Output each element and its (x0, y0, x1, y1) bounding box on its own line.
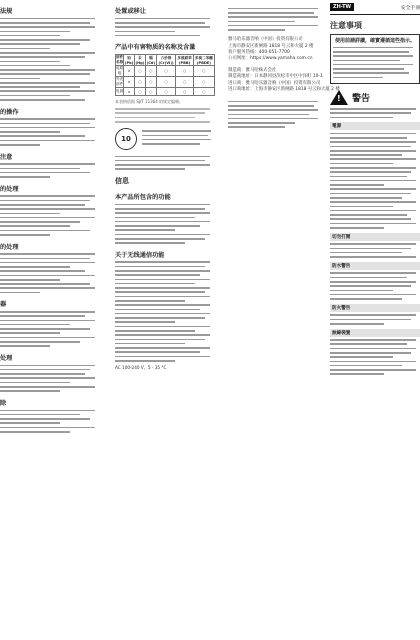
column-1 (0, 0, 100, 640)
section-bar: 防水警告 (330, 262, 420, 270)
warning-header (330, 90, 420, 105)
table-header: 铅(Pb) (124, 55, 134, 65)
env-period-logo: 10 (115, 128, 137, 150)
warning-label: 警告 (352, 93, 371, 104)
table-header: 镉(Cd) (146, 55, 156, 65)
section-heading: 本产品所包含的功能 (115, 193, 171, 201)
power-spec: AC 100-240 V，5 - 35 °C (115, 364, 167, 370)
maker-name: 制造商：雅马哈株式会社 (228, 68, 277, 74)
section-bar: 防火警告 (330, 304, 420, 312)
company-website: 公司网址：https://www.yamaha.com.cn (228, 55, 313, 61)
section-bar: 無線裝置 (330, 329, 420, 337)
language-badge: ZH-TW (330, 3, 354, 11)
company-name: 雅马哈乐器音响（中国）投资有限公司 (228, 37, 303, 43)
box-title: 使用前請詳讀，確實遵循這些指示。 (334, 38, 415, 44)
section-heading: 法规 (0, 8, 13, 15)
page-header (330, 3, 420, 11)
table-title: 产品中有害物质的名称及含量 (115, 44, 196, 52)
importer-address: 进口商地址：上海市静安区新闸路 1818 号云和大厦 2 楼 (228, 86, 340, 92)
table-row: 外壳部件 × ○ ○ ○ ○ ○ (116, 77, 215, 88)
service-hotline: 客户服务热线：400-051-7700 (228, 49, 290, 55)
warning-icon: ! (330, 90, 348, 105)
table-note: 本表格依据 SJ/T 11364 的规定编制。 (115, 99, 184, 105)
hazardous-substance-table (115, 54, 215, 96)
env-period-block (115, 128, 215, 150)
section-heading: 处置或移让 (115, 8, 146, 15)
section-heading: 信息 (115, 176, 129, 185)
read-first-box (330, 34, 420, 84)
section-heading: 关于无线通信功能 (115, 251, 165, 259)
section-heading: 的处理 (0, 243, 19, 251)
column-2 (115, 0, 215, 640)
table-row: 电源 × ○ ○ ○ ○ ○ (116, 88, 215, 96)
maker-address: 制造商地址：日本静冈县滨松市中区中泽町 10-1 (228, 74, 323, 80)
document-type: 安全手冊 (400, 5, 420, 11)
page-title: 注意事項 (330, 21, 362, 30)
section-heading: 处理 (0, 354, 13, 362)
table-header: 部件名称 (116, 55, 124, 65)
company-address: 上海市静安区新闸路 1818 号云和大厦 2 楼 (228, 43, 314, 49)
table-header: 汞(Hg) (135, 55, 145, 65)
column-4 (330, 0, 420, 640)
section-heading: 的操作 (0, 108, 19, 116)
table-row: 电路板 × ○ ○ ○ ○ ○ (116, 66, 215, 77)
table-header: 多溴二苯醚(PBDE) (194, 55, 213, 65)
importer-name: 进口商：雅马哈乐器音响（中国）投资有限公司 (228, 80, 321, 86)
section-heading: 器 (0, 301, 7, 309)
table-header: 多溴联苯(PBB) (177, 55, 192, 65)
table-header: 六价铬(Cr(VI)) (156, 55, 176, 66)
section-heading: 注意 (0, 153, 13, 161)
section-bar: 切勿打開 (330, 233, 420, 241)
section-bar: 電源 (330, 122, 420, 130)
section-heading: 除 (0, 399, 7, 407)
section-heading: 的处理 (0, 185, 19, 193)
